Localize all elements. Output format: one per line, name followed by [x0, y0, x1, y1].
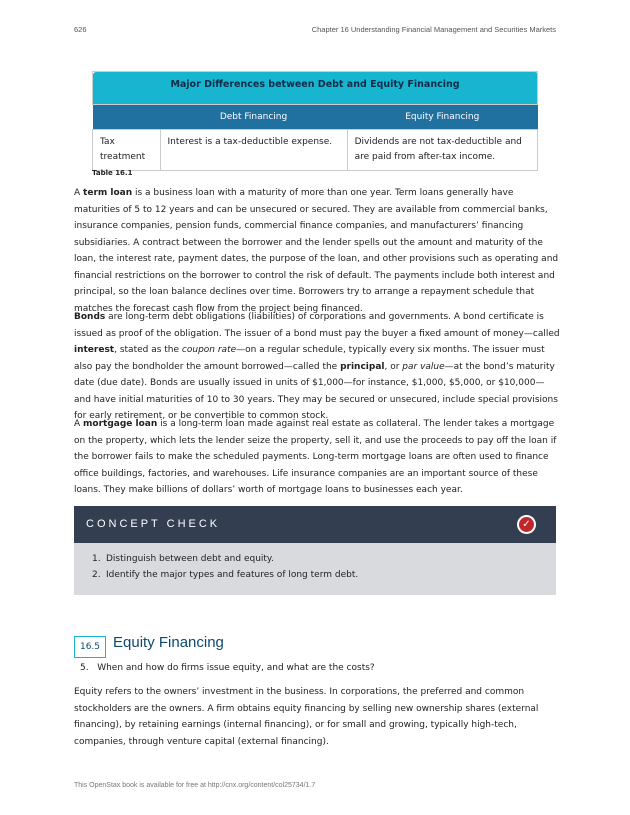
section-title: Equity Financing	[113, 634, 224, 651]
term-loan-term: term loan	[83, 188, 133, 198]
concept-check-list	[92, 551, 358, 583]
interest-term: interest	[74, 345, 115, 355]
section-number: 16.5	[74, 636, 106, 658]
table-cell-debt: Interest is a tax-deductible expense.	[160, 130, 347, 171]
table-row	[93, 130, 538, 171]
bonds-paragraph: Bonds are long-term debt obligations (liabilities) of corporations and governments. A bond certificate is issued as proof of the obligation. The issuer of a bond must pay the buyer a fixed amount of money—called interest, stated as the coupon rate—on a regular schedule, typically every six months. The issuer must also pay the bondholder the amount borrowed—called the principal, or par value—at the bond’s maturity date (due date). Bonds are usually issued in units of $1,000—for instance, $1,000, $5,000, or $10,000—and have initial maturities of 10 to 30 years. They may be secured or unsecured, include special provisions for early retirement, or be convertible to common stock.	[74, 312, 560, 421]
learning-objective: 5. When and how do firms issue equity, and what are the costs?	[80, 663, 375, 673]
list-item: 2. Identify the major types and features of long term debt.	[92, 570, 359, 580]
chapter-header: Chapter 16 Understanding Financial Management and Securities Markets	[311, 25, 556, 34]
table-cell-label: Tax treatment	[93, 130, 161, 171]
par-value-term: par value	[402, 361, 445, 372]
principal-term: principal	[340, 361, 385, 372]
list-item: 1. Distinguish between debt and equity.	[92, 554, 274, 564]
concept-check-header	[74, 506, 556, 543]
check-circle-icon: ✓	[517, 515, 536, 534]
debt-equity-table	[92, 71, 538, 171]
table-header-row	[93, 105, 538, 130]
bonds-term: Bonds	[74, 312, 106, 322]
coupon-rate-term: coupon rate	[181, 345, 237, 355]
table-header-debt: Debt Financing	[160, 105, 347, 130]
concept-check-title: CONCEPT CHECK	[86, 518, 221, 530]
page-footer: This OpenStax book is available for free at http://cnx.org/content/col25734/1.7	[74, 782, 316, 789]
table-title: Major Differences between Debt and Equity Financing	[93, 72, 538, 105]
table-header-equity: Equity Financing	[347, 105, 537, 130]
table-caption: Table 16.1	[92, 169, 133, 177]
page-number: 626	[74, 25, 87, 34]
equity-paragraph: Equity refers to the owners’ investment in the business. In corporations, the preferred and common stockholders are the owners. A firm obtains equity financing by selling new ownership shares (external financing), by retaining earnings (internal financing), or for small and growing, typically high-tech, companies, through venture capital (external financing).	[74, 687, 539, 747]
mortgage-paragraph: A mortgage loan is a long-term loan made against real estate as collateral. The lender takes a mortgage on the property, which lets the lender seize the property, sell it, and use the proceeds to pay off the loan if the borrower fails to make the scheduled payments. Long-term mortgage loans are often used to finance office buildings, factories, and warehouses. Life insurance companies are an important source of these loans. They make billions of dollars’ worth of mortgage loans to businesses each year.	[74, 419, 557, 495]
concept-check-body	[74, 543, 556, 595]
mortgage-loan-term: mortgage loan	[83, 419, 158, 429]
term-loan-paragraph: A term loan is a business loan with a maturity of more than one year. Term loans generally have maturities of 5 to 12 years and can be unsecured or secured. They are available from commercial banks, insurance companies, pension funds, commercial finance companies, and manufacturers’ financing subsidiaries. A contract between the borrower and the lender spells out the amount and maturity of the loan, the interest rate, payment dates, the purpose of the loan, and other provisions such as operating and financial restrictions on the borrower to control the risk of default. The payments include both interest and principal, so the loan balance declines over time. Borrowers try to arrange a repayment schedule that matches the forecast cash flow from the project being financed.	[74, 188, 559, 314]
table-header-empty	[93, 105, 161, 130]
table-cell-equity: Dividends are not tax-deductible and are paid from after-tax income.	[347, 130, 537, 171]
